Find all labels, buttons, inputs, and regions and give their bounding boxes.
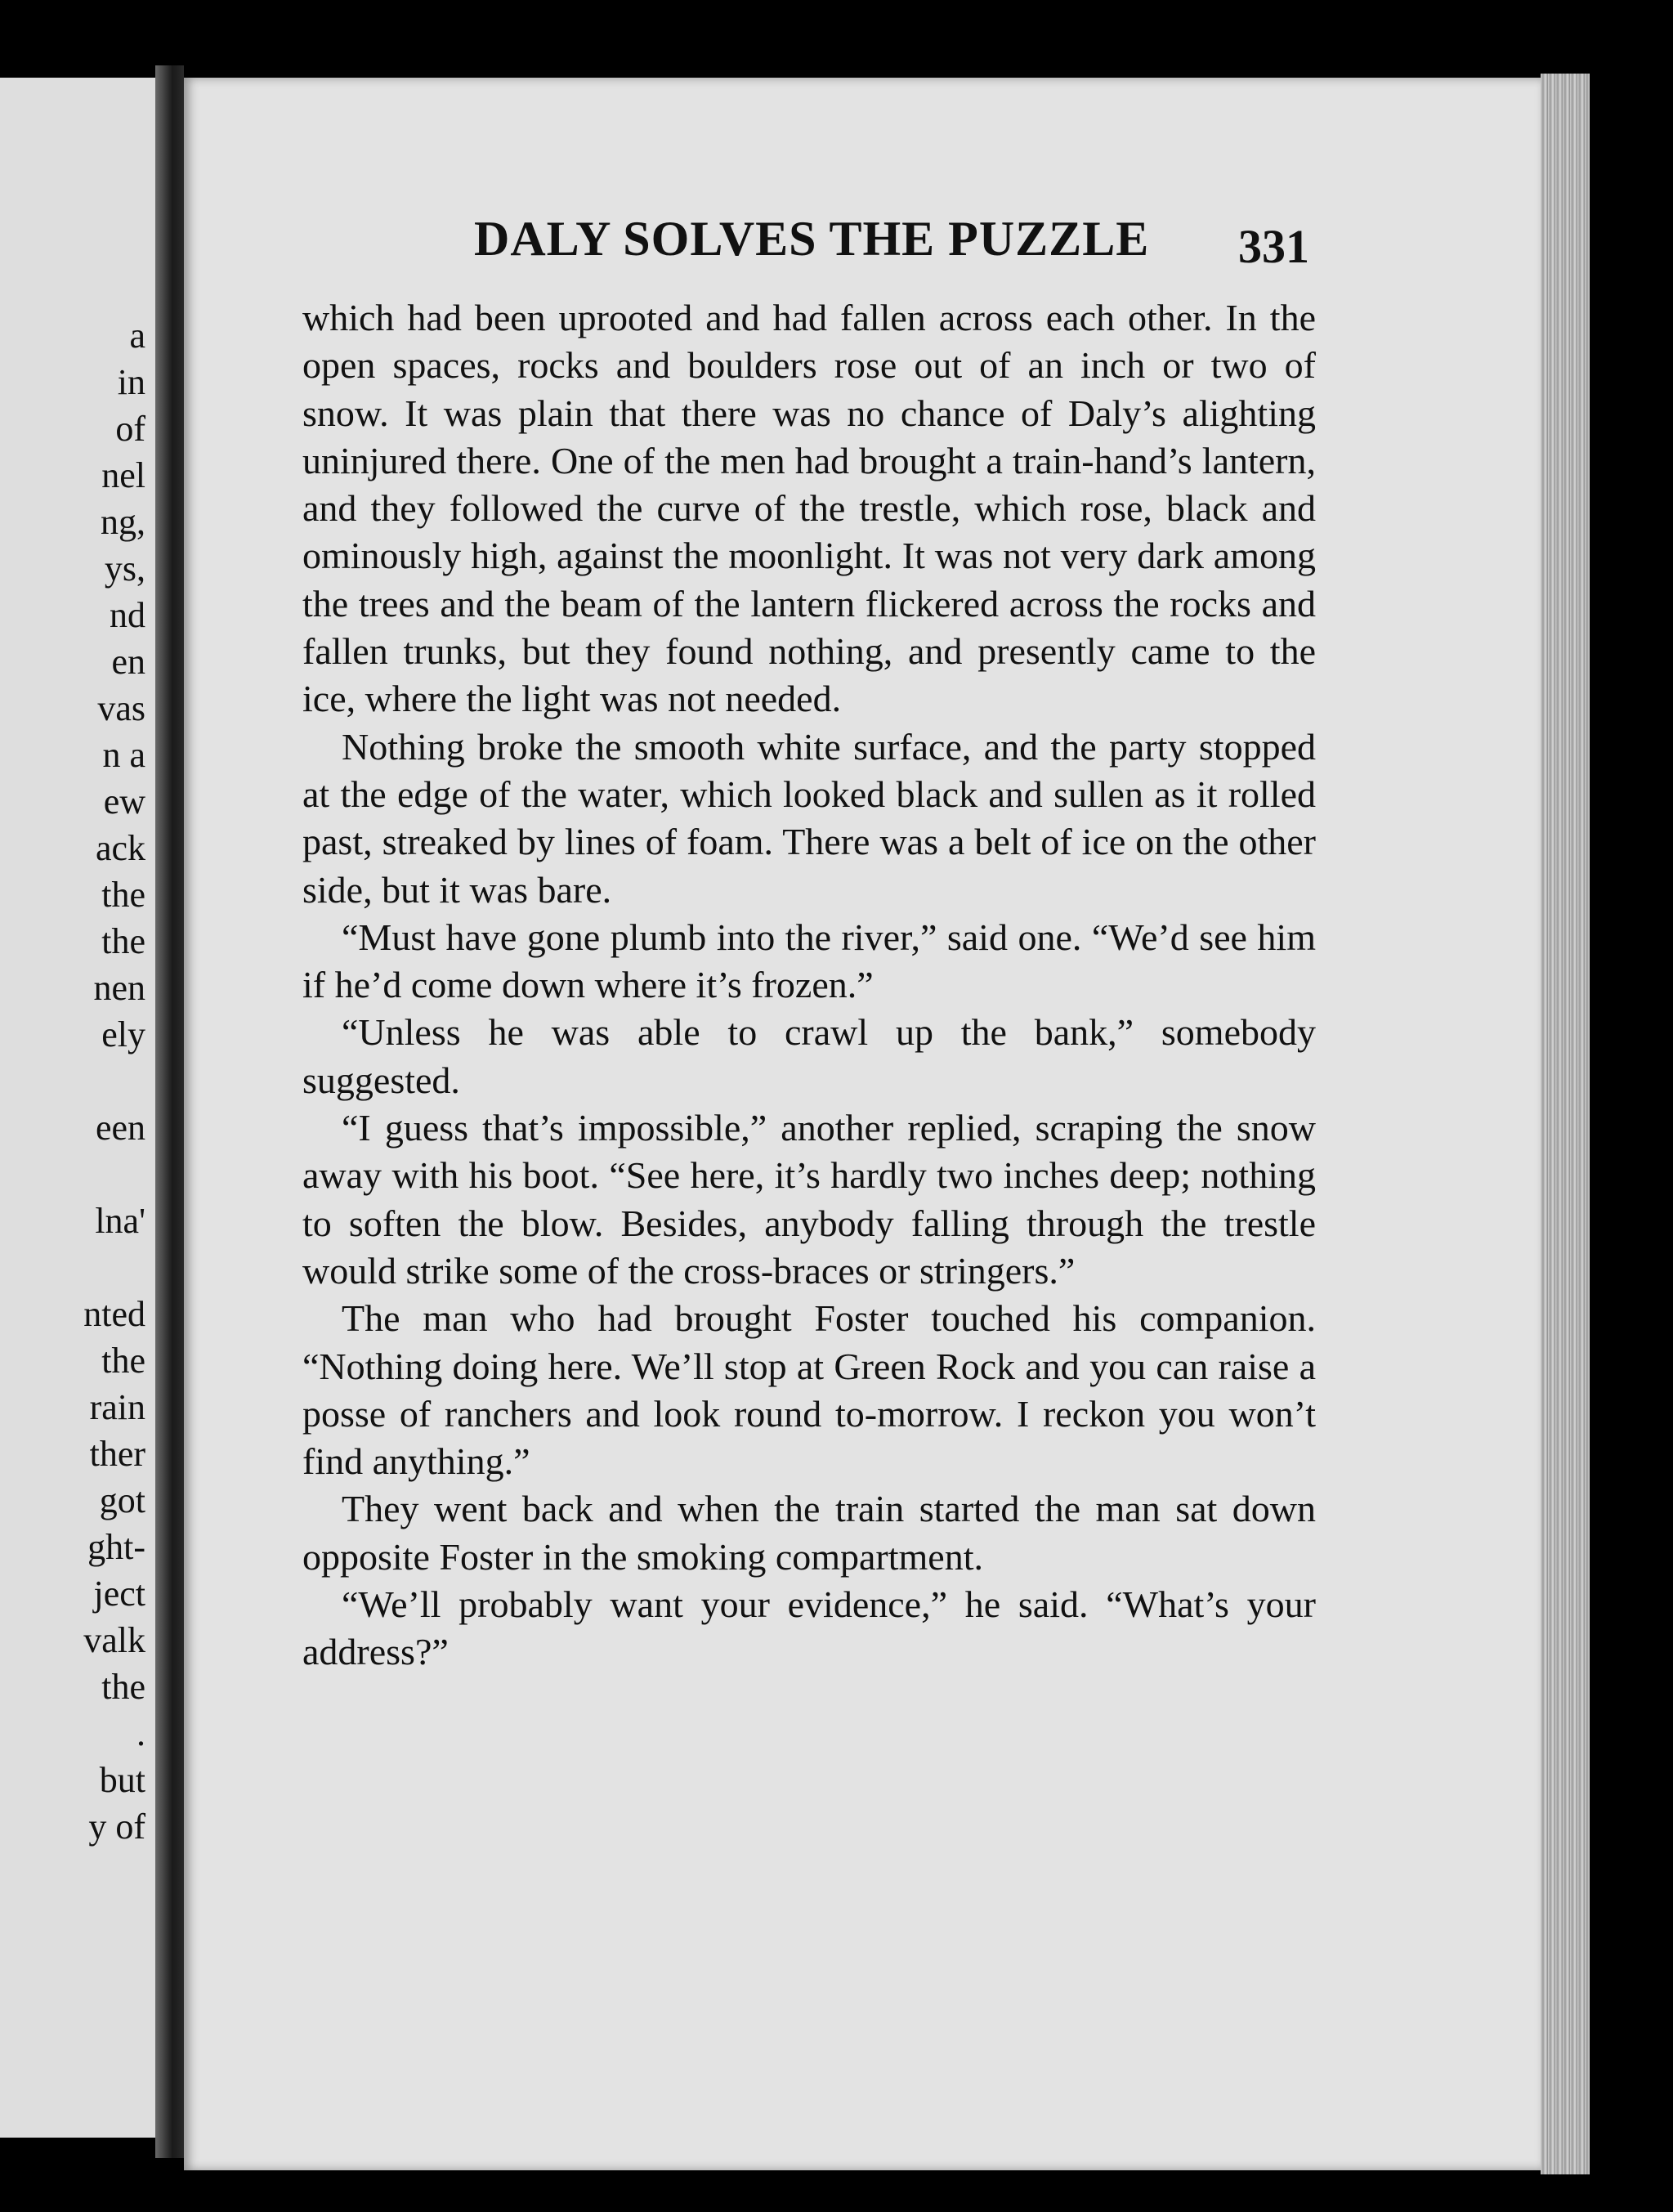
left-fragment: ther	[89, 1434, 145, 1474]
left-fragment: the	[101, 921, 145, 961]
left-fragment: rain	[89, 1387, 145, 1427]
left-fragment: vas	[97, 688, 145, 728]
left-fragment: nted	[83, 1294, 145, 1334]
left-fragment: nd	[110, 595, 145, 635]
page-number: 331	[1238, 220, 1309, 273]
left-fragment: of	[115, 409, 145, 449]
left-fragment: nen	[93, 968, 145, 1008]
left-fragment: een	[95, 1108, 145, 1148]
left-fragment: got	[99, 1480, 145, 1520]
left-fragment: ject	[93, 1574, 145, 1614]
paragraph: They went back and when the train started the man sat down opposite Foster in the smoking compartment.	[302, 1488, 1316, 1578]
left-fragment: ack	[95, 828, 145, 868]
left-fragment: y of	[88, 1807, 145, 1847]
paragraph: “I guess that’s impossible,” another replied, scraping the snow away with his boot. “See here, it’s hardly two inches deep; nothing to soften the blow. Besides, anybody falling through the trestle would strike some of the cross-braces or stringers.”	[302, 1107, 1316, 1292]
left-fragment: lna'	[95, 1201, 145, 1241]
left-fragment: the	[101, 875, 145, 915]
left-fragment: nel	[101, 455, 145, 495]
paragraph: Nothing broke the smooth white surface, and the party stopped at the edge of the water, which looked black and sullen as it rolled past, streaked by lines of foam. There was a belt of ice on the other side, but it was bare.	[302, 725, 1316, 911]
left-fragment: a	[129, 316, 145, 356]
left-fragment: n a	[102, 735, 145, 775]
paragraph: The man who had brought Foster touched his companion. “Nothing doing here. We’ll stop at Green Rock and you can raise a posse of ranchers and look round to-morrow. I reckon you won’t find anything.”	[302, 1297, 1316, 1483]
left-fragment: ew	[103, 781, 145, 822]
paragraph: which had been uprooted and had fallen across each other. In the open spaces, rocks and boulders rose out of an inch or two of snow. It was plain that there was no chance of Daly’s alighting uninjured there. One of the men had brought a train-hand’s lantern, and they followed the curve of the trestle, which rose, black and ominously high, against the moonlight. It was not very dark among the trees and the beam of the lantern flickered across the rocks and fallen trunks, but they found nothing, and presently came to the ice, where the light was not needed.	[302, 297, 1316, 720]
left-fragment: ght-	[87, 1527, 145, 1567]
page-edges	[1541, 74, 1590, 2174]
left-fragment: in	[117, 362, 145, 402]
left-fragment: the	[101, 1341, 145, 1381]
left-fragment: but	[99, 1760, 145, 1800]
paragraph: “We’ll probably want your evidence,” he said. “What’s your address?”	[302, 1583, 1316, 1673]
left-fragment: en	[111, 642, 145, 682]
left-page-edge	[0, 78, 155, 2138]
left-fragment: ely	[101, 1014, 145, 1055]
left-fragment: ng,	[101, 502, 145, 542]
left-fragment: valk	[83, 1620, 145, 1660]
left-fragment: ys,	[104, 549, 145, 589]
book-gutter	[155, 65, 184, 2158]
running-title: DALY SOLVES THE PUZZLE	[474, 212, 1150, 266]
body-text	[302, 294, 1316, 1677]
paragraph: “Must have gone plumb into the river,” said one. “We’d see him if he’d come down where it’s frozen.”	[302, 916, 1316, 1006]
paragraph: “Unless he was able to crawl up the bank,” somebody suggested.	[302, 1011, 1316, 1101]
left-fragment: the	[101, 1667, 145, 1707]
left-fragment: .	[136, 1713, 145, 1753]
